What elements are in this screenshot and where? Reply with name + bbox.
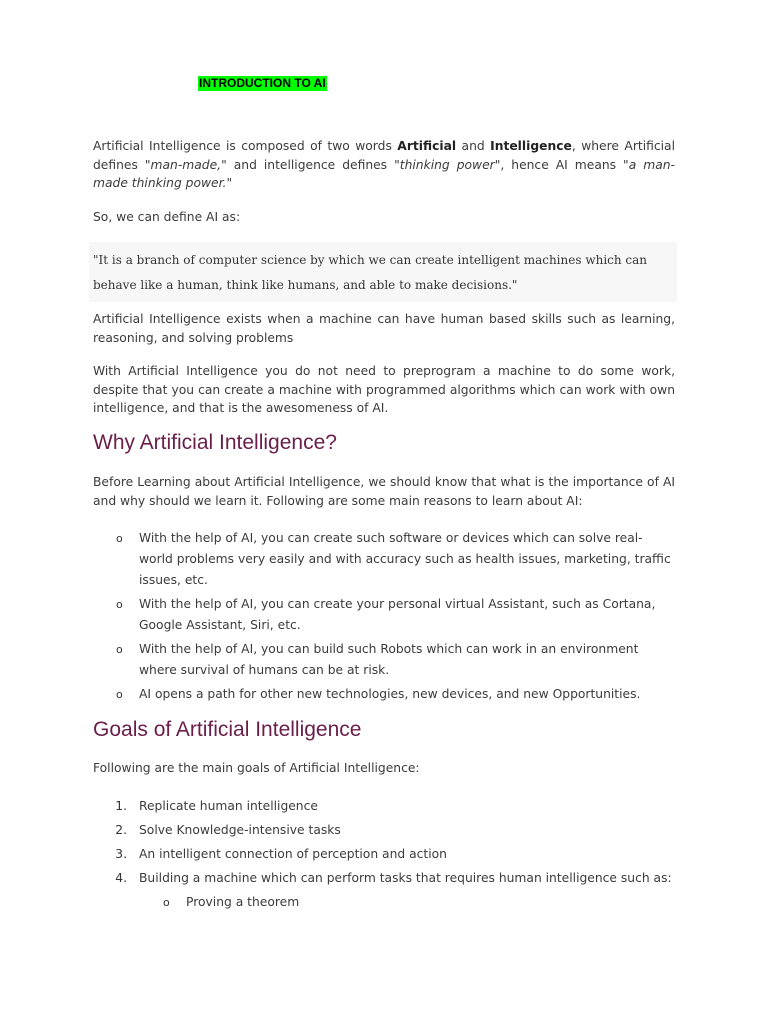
list-number: 3. [115,847,127,861]
list-item-text: With the help of AI, you can create such software or devices which can solve real-world problems very easily and with accuracy such as health issues, marketing, traffic issues, etc. [139,531,671,587]
list-number: 4. [115,871,127,885]
bullet-icon: o [163,896,170,909]
paragraph-preprogram: With Artificial Intelligence you do not need to preprogram a machine to do some work, despite that you can create a machine with programmed algorithms which can work with own intelligence, and that is the awesomeness of AI. [93,364,675,415]
goals-heading: Goals of Artificial Intelligence [93,718,362,741]
paragraph-exists: Artificial Intelligence exists when a machine can have human based skills such as learning, reasoning, and solving problems [93,312,675,345]
why-ai-intro: Before Learning about Artificial Intelligence, we should know that what is the importance of AI and why should we learn it. Following are some main reasons to learn about AI: [93,475,675,508]
list-item-text: Solve Knowledge-intensive tasks [139,823,341,837]
why-ai-heading: Why Artificial Intelligence? [93,431,337,454]
goals-intro: Following are the main goals of Artificial Intelligence: [93,761,420,775]
list-item-text: Building a machine which can perform tasks that requires human intelligence such as: [139,871,672,885]
list-item-text: An intelligent connection of perception and action [139,847,447,861]
list-item-text: AI opens a path for other new technologies, new devices, and new Opportunities. [139,687,641,701]
bullet-icon: o [116,688,123,701]
list-number: 1. [115,799,127,813]
bullet-icon: o [116,598,123,611]
page-title: INTRODUCTION TO AI [199,76,326,90]
list-item-text: Proving a theorem [186,895,300,909]
bullet-icon: o [116,643,123,656]
define-line: So, we can define AI as: [93,210,241,224]
definition-quote: "It is a branch of computer science by which we can create intelligent machines which can behave like a human, think like humans, and able to make decisions." [93,253,648,292]
list-item-text: Replicate human intelligence [139,799,318,813]
list-item-text: With the help of AI, you can build such Robots which can work in an environment where survival of humans can be at risk. [139,642,639,677]
list-item-text: With the help of AI, you can create your personal virtual Assistant, such as Cortana, Google Assistant, Siri, etc. [139,597,656,632]
list-number: 2. [115,823,127,837]
intro-paragraph: Artificial Intelligence is composed of two words Artificial and Intelligence, where Artificial defines "man-made," and intelligence defines "thinking power", hence AI means "a man-made thinking power." [93,139,675,190]
definition-quote-box [89,242,677,302]
bullet-icon: o [116,532,123,545]
